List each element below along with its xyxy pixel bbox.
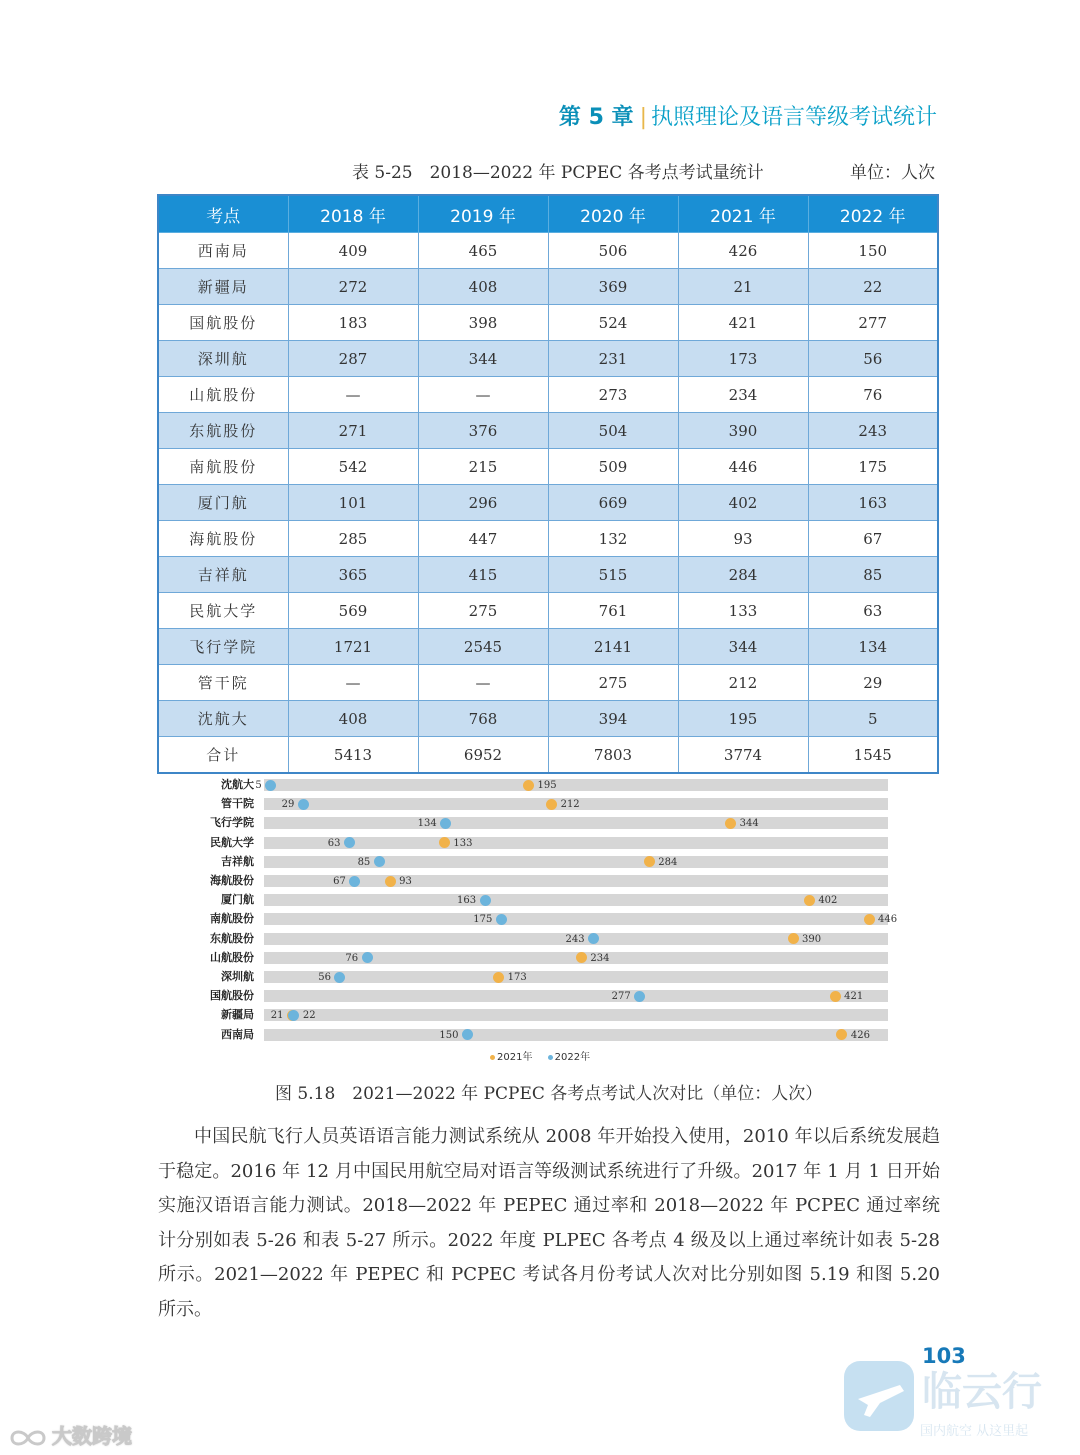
count-cell: 415 [418,557,548,593]
dot-2021 [725,818,736,829]
value-label-2022: 243 [565,933,585,945]
dot-2021 [830,991,841,1002]
dot-2021 [644,856,655,867]
count-cell: 542 [288,449,418,485]
chapter-header [559,100,937,131]
count-cell: 277 [808,305,938,341]
count-cell: 446 [678,449,808,485]
dot-2022 [344,837,355,848]
count-cell: 6952 [418,737,548,774]
site-name-cell: 吉祥航 [158,557,288,593]
count-cell: 101 [288,485,418,521]
category-label: 国航股份 [210,989,254,1003]
value-label-2022: 150 [439,1029,459,1041]
table-row [158,413,938,449]
site-name-cell: 厦门航 [158,485,288,521]
table-row [158,233,938,269]
table-row [158,485,938,521]
category-track [264,817,888,829]
site-name-cell: 南航股份 [158,449,288,485]
value-label-2021: 446 [878,914,898,926]
category-label: 管干院 [221,797,254,811]
count-cell: 67 [808,521,938,557]
category-label: 南航股份 [210,912,254,926]
site-name-cell: 新疆局 [158,269,288,305]
count-cell: 284 [678,557,808,593]
table-caption: 表 5-25 2018—2022 年 PCPEC 各考点考试量统计 [352,163,764,183]
table-row [158,701,938,737]
table-row [158,269,938,305]
site-name-cell: 海航股份 [158,521,288,557]
count-cell: 421 [678,305,808,341]
table-row [158,593,938,629]
value-label-2021: 133 [453,837,473,849]
value-label-2022: 29 [281,799,295,811]
count-cell: 150 [808,233,938,269]
count-cell: 134 [808,629,938,665]
category-label: 吉祥航 [221,854,254,868]
count-cell: 669 [548,485,678,521]
dot-2022 [634,991,645,1002]
count-cell: — [288,665,418,701]
category-track [264,1009,888,1021]
value-label-2021: 173 [507,972,527,983]
count-cell: 195 [678,701,808,737]
count-cell: 768 [418,701,548,737]
table-unit: 单位：人次 [850,163,935,183]
category-label: 新疆局 [221,1008,254,1022]
site-name-cell: 合计 [158,737,288,774]
chart-legend [490,1048,590,1063]
site-name-cell: 西南局 [158,233,288,269]
dot-2022 [334,972,345,983]
value-label-2022: 22 [302,1010,316,1022]
count-cell: 1721 [288,629,418,665]
category-label: 山航股份 [210,950,254,964]
value-label-2021: 21 [270,1010,284,1022]
count-cell: 231 [548,341,678,377]
category-track [264,779,888,791]
count-cell: 426 [678,233,808,269]
value-label-2022: 175 [473,914,493,926]
category-track [264,971,888,983]
count-cell: 761 [548,593,678,629]
value-label-2021: 402 [818,895,838,907]
count-cell: 93 [678,521,808,557]
count-cell: 524 [548,305,678,341]
count-cell: 390 [678,413,808,449]
chapter-number: 第 5 章 [558,105,634,130]
category-label: 沈航大 [221,778,254,791]
count-cell: 273 [548,377,678,413]
count-cell: 285 [288,521,418,557]
count-cell: 275 [418,593,548,629]
value-label-2021: 421 [844,991,864,1003]
value-label-2021: 212 [560,799,580,811]
category-label: 飞行学院 [210,816,254,830]
value-label-2021: 344 [739,818,759,830]
dot-2021 [864,914,875,925]
table-row [158,737,938,774]
category-track [264,1029,888,1041]
category-track [264,913,888,925]
body-paragraph: 中国民航飞行人员英语语言能力测试系统从 2008 年开始投入使用，2010 年以后系统发展趋于稳定。2016 年 12 月中国民用航空局对语言等级测试系统进行了升级。2017 年 1 月 1 日开始实施汉语语言能力测试。2018—2022 年 PEPEC 通过率和 2018—2022 年 PCPEC 通过率统计分别如表 5-26 和表 5-27 所示。2022 年度 PLPEC 各考点 4 级及以上通过率统计如表 5-28 所示。2021—2022 年 PEPEC 和 PCPEC 考试各月份考试人次对比分别如图 5.19 和图 5.20 所示。 [158,1126,940,1320]
value-label-2022: 134 [417,818,437,830]
count-cell: 7803 [548,737,678,774]
exam-volume-table [157,194,939,774]
dot-2021 [523,780,534,791]
watermark-logo-right [840,1355,1075,1445]
count-cell: 173 [678,341,808,377]
dot-2021 [493,972,504,983]
chapter-separator: | [639,105,647,130]
value-label-2021: 234 [590,952,610,964]
dot-2021 [788,933,799,944]
count-cell: 56 [808,341,938,377]
dot-2022 [265,780,276,791]
table-row [158,629,938,665]
count-cell: — [288,377,418,413]
count-cell: 344 [678,629,808,665]
dot-2022 [496,914,507,925]
table-row [158,449,938,485]
count-cell: 163 [808,485,938,521]
category-label: 民航大学 [210,835,254,849]
table-row [158,557,938,593]
count-cell: 275 [548,665,678,701]
page-number: 103 [922,1344,966,1368]
table-row [158,665,938,701]
watermark-left [8,1420,132,1449]
value-label-2022: 56 [318,972,331,983]
site-name-cell: 山航股份 [158,377,288,413]
dot-2021 [546,799,557,810]
count-cell: 5413 [288,737,418,774]
value-label-2022: 63 [327,837,341,849]
dot-2022 [349,876,360,887]
value-label-2021: 195 [537,780,557,791]
count-cell: 2545 [418,629,548,665]
count-cell: 22 [808,269,938,305]
count-cell: 21 [678,269,808,305]
count-cell: 296 [418,485,548,521]
count-cell: 287 [288,341,418,377]
category-label: 西南局 [221,1027,254,1041]
count-cell: 272 [288,269,418,305]
count-cell: — [418,665,548,701]
count-cell: 506 [548,233,678,269]
count-cell: 234 [678,377,808,413]
table-row [158,377,938,413]
value-label-2022: 277 [611,991,631,1003]
site-name-cell: 飞行学院 [158,629,288,665]
legend-dot-2021 [490,1055,495,1060]
count-cell: 2141 [548,629,678,665]
dot-2021 [439,837,450,848]
value-label-2021: 93 [399,876,412,887]
count-cell: 85 [808,557,938,593]
category-label: 深圳航 [221,970,254,983]
chapter-title: 执照理论及语言等级考试统计 [650,105,937,130]
comparison-dot-chart [190,772,900,1067]
count-cell: 175 [808,449,938,485]
value-label-2021: 390 [802,933,822,945]
site-name-cell: 管干院 [158,665,288,701]
dot-2022 [362,952,373,963]
count-cell: 63 [808,593,938,629]
site-name-cell: 民航大学 [158,593,288,629]
count-cell: 465 [418,233,548,269]
count-cell: 376 [418,413,548,449]
site-name-cell: 沈航大 [158,701,288,737]
count-cell: 447 [418,521,548,557]
header-2020: 2020 年 [548,195,678,233]
count-cell: 509 [548,449,678,485]
site-name-cell: 东航股份 [158,413,288,449]
category-label: 海航股份 [210,874,254,887]
category-track [264,990,888,1002]
count-cell: 394 [548,701,678,737]
value-label-2022: 76 [345,952,359,964]
count-cell: 398 [418,305,548,341]
watermark-right-subtext: 国内航空 从这里起 [920,1424,1029,1439]
count-cell: 29 [808,665,938,701]
count-cell: 5 [808,701,938,737]
value-label-2021: 426 [850,1029,870,1041]
value-label-2022: 67 [333,876,346,887]
count-cell: 132 [548,521,678,557]
count-cell: 133 [678,593,808,629]
count-cell: 408 [288,701,418,737]
header-2018: 2018 年 [288,195,418,233]
count-cell: 569 [288,593,418,629]
site-name-cell: 深圳航 [158,341,288,377]
dot-2022 [480,895,491,906]
count-cell: 515 [548,557,678,593]
watermark-left-text: 大数跨境 [52,1424,132,1448]
value-label-2022: 5 [255,780,262,791]
watermark-infinity-icon [8,1427,48,1449]
header-site: 考点 [158,195,288,233]
header-2021: 2021 年 [678,195,808,233]
dot-2021 [804,895,815,906]
count-cell: 402 [678,485,808,521]
count-cell: 3774 [678,737,808,774]
count-cell: 365 [288,557,418,593]
figure-caption: 图 5.18 2021—2022 年 PCPEC 各考点考试人次对比（单位：人次） [275,1084,823,1104]
count-cell: 504 [548,413,678,449]
category-track [264,894,888,906]
legend-label-2021: 2021年 [497,1052,533,1063]
header-2019: 2019 年 [418,195,548,233]
count-cell: 408 [418,269,548,305]
count-cell: 409 [288,233,418,269]
table-row [158,521,938,557]
value-label-2021: 284 [658,856,678,868]
count-cell: 369 [548,269,678,305]
category-label: 东航股份 [210,931,254,945]
dot-2022 [298,799,309,810]
count-cell: 1545 [808,737,938,774]
count-cell: 76 [808,377,938,413]
count-cell: 183 [288,305,418,341]
header-2022: 2022 年 [808,195,938,233]
count-cell: 271 [288,413,418,449]
value-label-2022: 85 [357,856,371,868]
count-cell: 215 [418,449,548,485]
count-cell: 243 [808,413,938,449]
count-cell: 344 [418,341,548,377]
dot-2021 [385,876,396,887]
table-row [158,305,938,341]
watermark-right-text: 临云行 [922,1369,1042,1415]
value-label-2022: 163 [457,895,477,907]
table-header-row [158,195,938,233]
table-row [158,341,938,377]
count-cell: — [418,377,548,413]
category-label: 厦门航 [221,893,254,907]
site-name-cell: 国航股份 [158,305,288,341]
category-track [264,837,888,849]
legend-dot-2022 [548,1055,553,1060]
dot-2022 [462,1029,473,1040]
legend-label-2022: 2022年 [554,1052,591,1063]
count-cell: 212 [678,665,808,701]
